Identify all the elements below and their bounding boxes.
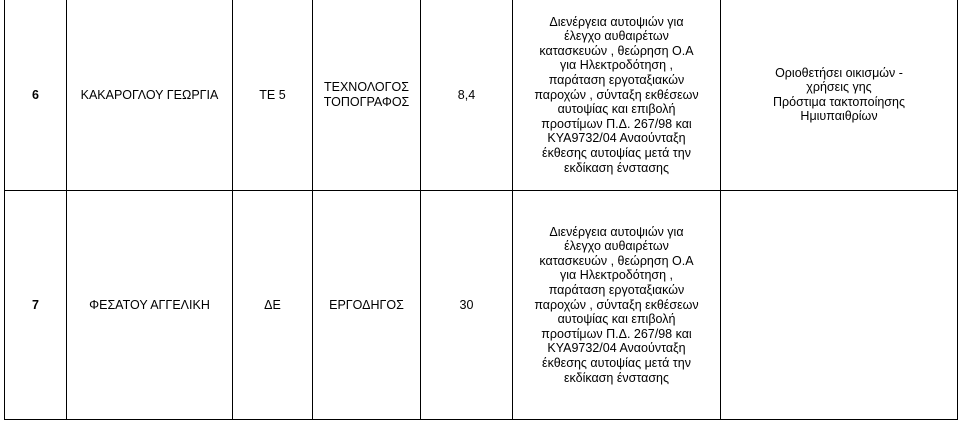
duties_lines-line: έκθεσης αυτοψίας μετά την (542, 145, 691, 160)
duties_lines-line: για Ηλεκτροδότηση , (559, 58, 674, 73)
duties_lines-line: ΚΥΑ9732/04 Αναούνταξη (547, 341, 686, 356)
staff-assignment-table (4, 0, 958, 420)
notes-cell (721, 0, 958, 190)
category-cell: ΤΕ 5 (233, 0, 313, 190)
duties_lines-line: αυτοψίας και επιβολή (557, 102, 676, 117)
duties_lines-line: κατασκευών , θεώρηση Ο.Α (539, 253, 694, 268)
notes_lines-line: Ημιυπαιθρίων (800, 109, 878, 124)
duties_lines-line: έλεγχο αυθαιρέτων (564, 239, 669, 254)
duties_lines-line: κατασκευών , θεώρηση Ο.Α (539, 43, 694, 58)
category-cell: ΔΕ (233, 190, 313, 419)
duties_lines-line: ΚΥΑ9732/04 Αναούνταξη (547, 131, 686, 146)
notes-cell (721, 190, 958, 419)
table-row (5, 190, 958, 419)
table-body (5, 0, 958, 420)
duties_lines-line: αυτοψίας και επιβολή (557, 312, 676, 327)
duties_lines-line: παροχών , σύνταξη εκθέσεων (534, 87, 699, 102)
notes_lines-line: Οριοθετήσει οικισμών - (775, 65, 903, 80)
employee-name-cell: ΦΕΣΑΤΟΥ ΑΓΓΕΛΙΚΗ (67, 190, 233, 419)
duties_lines-line: παράταση εργοταξιακών (548, 72, 685, 87)
specialty_lines-line: ΤΟΠΟΓΡΑΦΟΣ (323, 94, 410, 109)
notes_lines-line: Πρόστιμα τακτοποίησης (772, 94, 905, 109)
duties_lines-line: Διενέργεια αυτοψιών για (549, 14, 684, 29)
duties_lines-line: έκθεσης αυτοψίας μετά την (542, 355, 691, 370)
specialty-cell (313, 0, 421, 190)
score-cell: 30 (421, 190, 513, 419)
duties_lines-line: παροχών , σύνταξη εκθέσεων (534, 297, 699, 312)
duties_lines-line: έλεγχο αυθαιρέτων (564, 29, 669, 44)
specialty-cell (313, 190, 421, 419)
row-number-cell: 7 (5, 190, 67, 419)
score-cell: 8,4 (421, 0, 513, 190)
duties_lines-line: προστίμων Π.Δ. 267/98 και (541, 326, 692, 341)
duties_lines-line: εκδίκαση ένστασης (563, 160, 670, 175)
duties_lines-line: προστίμων Π.Δ. 267/98 και (541, 116, 692, 131)
row-number-cell: 6 (5, 0, 67, 190)
duties_lines-line: εκδίκαση ένστασης (563, 370, 670, 385)
table-row (5, 0, 958, 190)
duties_lines-line: για Ηλεκτροδότηση , (559, 268, 674, 283)
duties-cell (513, 0, 721, 190)
employee-name-cell: ΚΑΚΑΡΟΓΛΟΥ ΓΕΩΡΓΙΑ (67, 0, 233, 190)
notes_lines-line: χρήσεις γης (806, 80, 872, 95)
duties-cell (513, 190, 721, 419)
specialty_lines-line: ΕΡΓΟΔΗΓΟΣ (329, 297, 404, 312)
duties_lines-line: Διενέργεια αυτοψιών για (549, 224, 684, 239)
duties_lines-line: παράταση εργοταξιακών (548, 282, 685, 297)
specialty_lines-line: ΤΕΧΝΟΛΟΓΟΣ (324, 80, 409, 95)
